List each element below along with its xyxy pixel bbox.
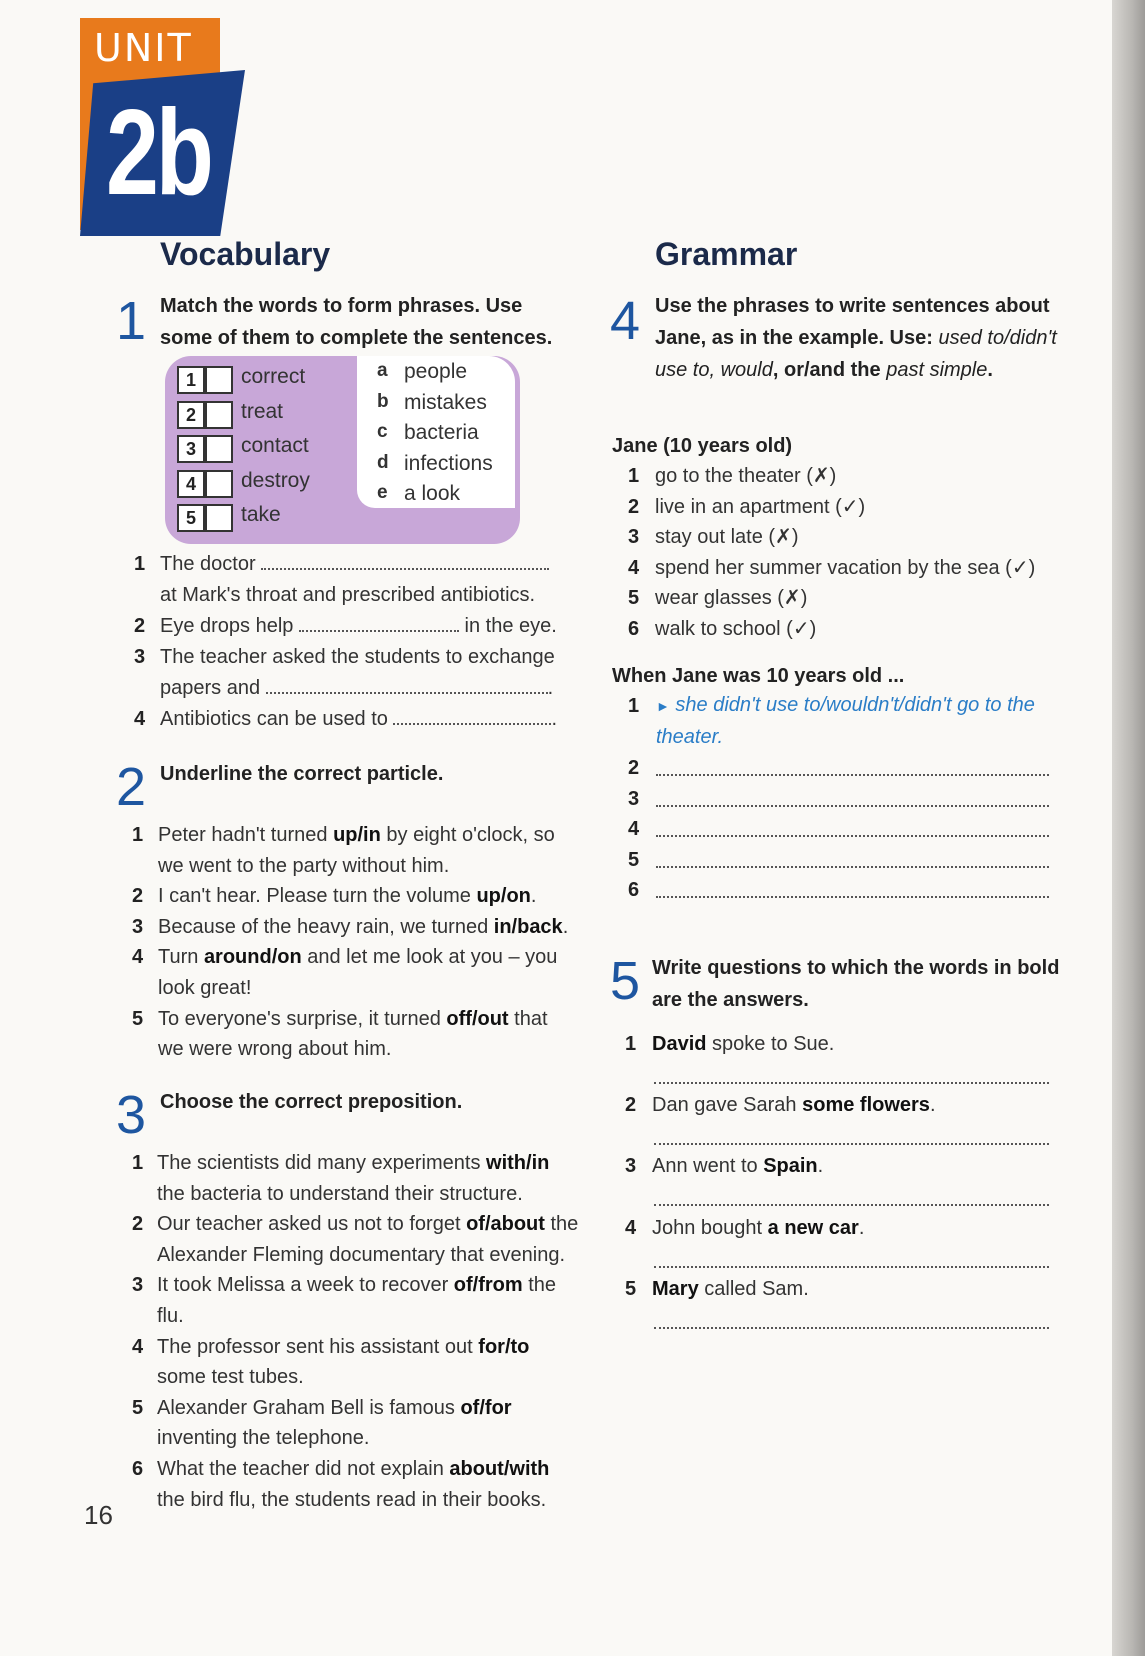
answer-line[interactable] — [656, 760, 1049, 776]
choice-options[interactable]: off/out — [446, 1007, 509, 1030]
list-item-continued: Alexander Fleming documentary that evening. — [157, 1243, 566, 1266]
choice-options[interactable]: of/for — [460, 1396, 512, 1419]
choice-options[interactable]: for/to — [478, 1335, 530, 1358]
match-left-word: treat — [241, 399, 284, 423]
match-left-word: take — [241, 503, 281, 526]
phrase-item: walk to school (✓) — [655, 618, 817, 640]
phrase-item: go to the theater (✗) — [655, 465, 837, 487]
unit-badge — [80, 18, 220, 236]
answer-line[interactable] — [654, 1252, 1049, 1268]
answer-blank[interactable] — [261, 554, 549, 570]
list-item-continued: flu. — [157, 1305, 184, 1327]
choice-options[interactable]: up/in — [333, 824, 381, 846]
choice-options[interactable]: with/in — [486, 1152, 550, 1174]
answer-line[interactable] — [654, 1129, 1049, 1145]
match-right-word: bacteria — [404, 421, 479, 444]
question-prompt: David spoke to Sue. — [652, 1033, 835, 1055]
answer-line[interactable] — [654, 1313, 1049, 1329]
unit-number: 2b — [106, 84, 211, 220]
list-item: What the teacher did not explain about/with — [157, 1458, 550, 1480]
jane-heading: Jane (10 years old) — [612, 435, 793, 457]
list-item-continued: we went to the party without him. — [158, 854, 450, 877]
match-right-word: mistakes — [404, 390, 487, 414]
answer-line[interactable] — [656, 852, 1049, 868]
match-letter: b — [377, 390, 389, 412]
grammar-heading: Grammar — [655, 236, 798, 272]
phrase-item: stay out late (✗) — [655, 526, 799, 549]
workbook-page: UNIT 2b Vocabulary 1 Match the words to form phrases. Use some of them to complete the sentences. 1 correct 2 treat 3 contact 4 destroy 5 take a people b mistakes c bacteria d infections e a look 1 The doctor at Mark's throat and prescribed antibiotics. 2 Eye drops help in the eye. 3 The teacher asked the students to exchange papers and . 4 Antibiotics can be used to . 2 Underline the correct particle. 1 Peter hadn't turned up/in by eight o'clock, so we went to the party without him. 2 I can't hear. Please turn the volume up/on. 3 Because of the heavy rain, we turned in/back. 4 Turn around/on and let me look at you – you look great! 5 To everyone's surprise, it turned off/out that we were wrong about him. 3 Choose the correct preposition. 1 The scientists did many experiments with/in the bacteria to understand their structure. 2 Our teacher asked us not to forget of/about the Alexander Fleming documentary that evening. 3 It took Melissa a week to recover of/from the flu. 4 The professor sent his assistant out for/to some test tubes. 5 Alexander Graham Bell is famous of/for inventing the telephone. 6 What the teacher did not explain about/with the bird flu, the students read in their books. 16 Grammar 4 Use the phrases to write sentences about Jane, as in the example. Use: used to/didn't use to, would, or/and the past simple. Jane (10 years old) 1 go to the theater (✗) 2 live in an apartment (✓) 3 stay out late (✗) 4 spend her summer vacation by the sea (✓) 5 wear glasses (✗) 6 walk to school (✓) When Jane was 10 years old ... 1 ► she didn't use to/wouldn't/didn't go to the theater. 2 3 4 5 6 5 Write questions to which the words in bold are the answers. 1 David spoke to Sue. 2 Dan gave Sarah some flowers. 3 Ann went to Spain. 4 John bought a new car. 5 Mary called Sam. — [0, 0, 1112, 1656]
choice-options[interactable]: in/back — [493, 915, 563, 938]
match-answer-box[interactable] — [205, 401, 233, 429]
exercise-2-instruction: Underline the correct particle. — [160, 763, 444, 785]
match-number-box: 1 — [177, 366, 205, 394]
vocabulary-heading: Vocabulary — [160, 236, 331, 272]
book-spine — [1112, 0, 1145, 1656]
match-answer-box[interactable] — [205, 435, 233, 463]
answer-line[interactable] — [656, 821, 1049, 837]
list-item: I can't hear. Please turn the volume up/on. — [158, 885, 537, 908]
list-item: Our teacher asked us not to forget of/about the — [157, 1213, 579, 1236]
list-item: Turn around/on and let me look at you – you — [158, 946, 558, 969]
exercise-1-instruction: Match the words to form phrases. Use some of them to complete the sentences. — [160, 295, 553, 349]
match-number-box: 2 — [177, 401, 205, 429]
arrow-icon: ► — [656, 698, 670, 714]
list-item: The scientists did many experiments with/in — [157, 1152, 550, 1174]
match-number-box: 5 — [177, 504, 205, 532]
match-number-box: 4 — [177, 470, 205, 498]
ex1-sentence-4: Antibiotics can be used to . — [160, 708, 558, 730]
match-left-word: contact — [241, 434, 309, 457]
question-prompt: Mary called Sam. — [652, 1277, 809, 1300]
unit-label: UNIT — [94, 26, 193, 70]
list-item-continued: the bird flu, the students read in their books. — [157, 1488, 547, 1511]
match-letter: a — [377, 360, 388, 381]
phrase-item: wear glasses (✗) — [655, 587, 808, 610]
list-item: To everyone's surprise, it turned off/out that — [158, 1007, 548, 1030]
exercise-5-instruction: Write questions to which the words in bold are the answers. — [652, 957, 1060, 1011]
match-answer-box[interactable] — [205, 504, 233, 532]
exercise-3-instruction: Choose the correct preposition. — [160, 1091, 463, 1113]
choice-options[interactable]: of/about — [466, 1213, 545, 1236]
match-letter: c — [377, 421, 388, 442]
match-letter: e — [377, 482, 388, 503]
list-item: Peter hadn't turned up/in by eight o'clock, so — [158, 824, 555, 846]
answer-blank[interactable] — [393, 709, 551, 725]
ex1-sentence-1: The doctor — [160, 548, 549, 580]
answer-blank[interactable] — [299, 616, 459, 632]
exercise-5-number: 5 — [610, 951, 641, 1011]
when-jane-heading: When Jane was 10 years old ... — [612, 665, 905, 687]
list-item: Alexander Graham Bell is famous of/for — [157, 1396, 512, 1419]
exercise-4-number: 4 — [610, 291, 641, 351]
list-item-continued: some test tubes. — [157, 1366, 304, 1389]
choice-options[interactable]: of/from — [453, 1274, 523, 1297]
list-item-continued: look great! — [158, 977, 252, 999]
phrase-item: live in an apartment (✓) — [655, 495, 866, 518]
list-item: It took Melissa a week to recover of/from the — [157, 1274, 557, 1297]
list-item-continued: inventing the telephone. — [157, 1427, 370, 1450]
exercise-4-instruction: Use the phrases to write sentences about Jane, as in the example. Use: used to/didn't use to, would, or/and the past simple. — [655, 295, 1057, 381]
answer-line[interactable] — [654, 1068, 1049, 1084]
exercise-2-number: 2 — [116, 757, 147, 817]
match-left-word: correct — [241, 365, 306, 388]
page-number: 16 — [84, 1500, 113, 1530]
ex1-sentence-3: The teacher asked the students to exchange — [160, 646, 555, 668]
match-number-box: 3 — [177, 435, 205, 463]
match-right-word: infections — [404, 451, 493, 475]
match-letter: d — [377, 451, 389, 473]
list-item-continued: we were wrong about him. — [158, 1038, 392, 1061]
unit-label-bar — [80, 18, 220, 70]
choice-options[interactable]: around/on — [203, 946, 302, 969]
answer-line[interactable] — [656, 791, 1049, 807]
question-prompt: Ann went to Spain. — [652, 1155, 824, 1178]
list-item: Because of the heavy rain, we turned in/back. — [158, 915, 569, 938]
match-answer-box[interactable] — [205, 366, 233, 394]
match-right-word: a look — [404, 482, 461, 505]
match-right-word: people — [404, 360, 468, 383]
exercise-1-number: 1 — [116, 291, 147, 351]
answer-blank[interactable] — [266, 678, 548, 694]
answer-line[interactable] — [656, 882, 1049, 898]
question-prompt: John bought a new car. — [652, 1216, 865, 1239]
choice-options[interactable]: about/with — [449, 1458, 550, 1480]
match-left-word: destroy — [241, 468, 310, 492]
match-answer-box[interactable] — [205, 470, 233, 498]
phrase-item: spend her summer vacation by the sea (✓) — [655, 556, 1036, 579]
choice-options[interactable]: up/on — [476, 885, 531, 908]
list-item: The professor sent his assistant out for/to — [157, 1335, 530, 1358]
answer-line[interactable] — [654, 1190, 1049, 1206]
question-prompt: Dan gave Sarah some flowers. — [652, 1094, 936, 1117]
exercise-3-number: 3 — [116, 1085, 147, 1145]
example-answer: ► she didn't use to/wouldn't/didn't go to the theater. — [656, 694, 1035, 748]
ex1-sentence-2: Eye drops help in the eye. — [160, 615, 557, 637]
list-item-continued: the bacteria to understand their structure. — [157, 1182, 523, 1205]
